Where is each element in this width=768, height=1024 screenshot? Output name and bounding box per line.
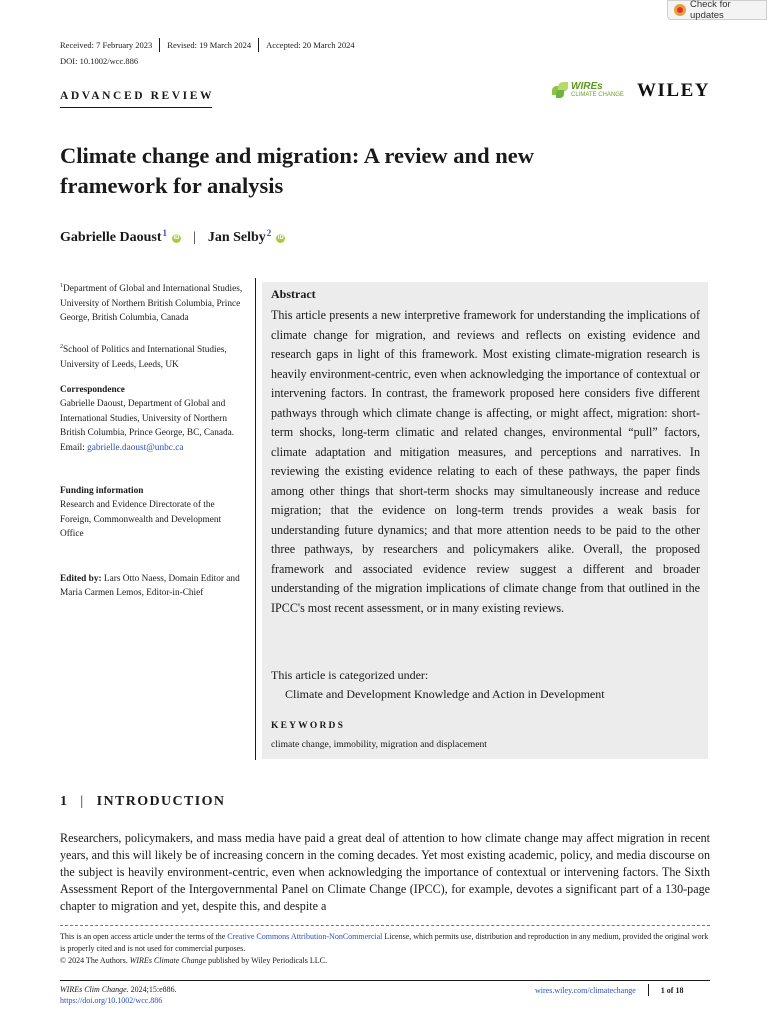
footer-right bbox=[535, 984, 683, 996]
footer-separator bbox=[648, 984, 649, 996]
funding-text: Research and Evidence Directorate of the Foreign, Commonwealth and Development Office bbox=[60, 500, 222, 540]
copyright-prefix: © 2024 The Authors. bbox=[60, 956, 130, 965]
edited-by bbox=[60, 572, 245, 601]
abstract-heading: Abstract bbox=[271, 287, 316, 301]
license-suffix: License, which permits use, distribution and reproduction in any medium, provided the original work is properly cited and is not used for commercial purposes. bbox=[60, 932, 709, 953]
date-divider bbox=[258, 38, 259, 52]
license-prefix: This is an open access article under the terms of the bbox=[60, 932, 228, 941]
article-section: ADVANCED REVIEW bbox=[60, 90, 215, 102]
affiliation bbox=[60, 279, 245, 325]
footer-doi-link[interactable]: https://doi.org/10.1002/wcc.886 bbox=[60, 996, 163, 1005]
copyright-suffix: published by Wiley Periodicals LLC. bbox=[206, 956, 328, 965]
copyright-journal: WIREs Climate Change bbox=[129, 956, 207, 965]
edited-by-label: Edited by: bbox=[60, 574, 104, 584]
intro-paragraph: Researchers, policymakers, and mass media have paid a great deal of attention to how climate change may affect migration in recent years, and this will likely be of increasing concern in the coming decades. Yet most existing academic, policy, and media discourse on the subject is heavily environment-centric, even when acknowledging the importance of contextual or intervening factors. The Sixth Assessment Report of the Intergovernmental Panel on Climate Change (IPCC), for example, devotes a significant part of a 130-page chapter to migration and yet, despite this, and despite a bbox=[60, 831, 710, 913]
affiliation-marker[interactable]: 1 bbox=[162, 228, 167, 238]
affiliation bbox=[60, 340, 245, 372]
funding-heading: Funding information bbox=[60, 486, 144, 496]
journal-site-link[interactable]: wires.wiley.com/climatechange bbox=[535, 985, 636, 995]
page-number: 1 of 18 bbox=[660, 985, 684, 995]
leaf-icon bbox=[550, 81, 569, 99]
wires-logo-subtitle: CLIMATE CHANGE bbox=[571, 92, 624, 98]
received-date: Received: 7 February 2023 bbox=[60, 40, 153, 50]
footer-journal: WIREs Clim Change. bbox=[60, 985, 129, 994]
correspondence-text: Gabrielle Daoust, Department of Global and International Studies, University of Northern British Columbia, Prince George, BC, Canada. bbox=[60, 399, 235, 439]
email-label: Email: bbox=[60, 442, 88, 453]
section-heading bbox=[60, 794, 225, 810]
edited-by-text: Lars Otto Naess, Domain Editor and Maria Carmen Lemos, Editor-in-Chief bbox=[60, 574, 240, 599]
affiliation-marker[interactable]: 2 bbox=[266, 228, 272, 238]
doi: DOI: 10.1002/wcc.886 bbox=[60, 56, 139, 66]
footer-citation bbox=[60, 984, 177, 1006]
section-separator: | bbox=[80, 794, 85, 809]
author-name[interactable]: Gabrielle Daoust bbox=[60, 230, 162, 245]
date-divider bbox=[159, 38, 160, 52]
crossmark-icon bbox=[674, 4, 686, 16]
publisher-logo: WILEY bbox=[637, 80, 710, 101]
affiliation-number: 1 bbox=[60, 283, 63, 289]
article-title bbox=[60, 141, 660, 201]
article-dates bbox=[60, 38, 355, 52]
categorized-heading: This article is categorized under: bbox=[271, 668, 429, 682]
affiliation-text: Department of Global and International Studies, University of Northern British Columbia, Prince George, British Columbia, Canada bbox=[60, 284, 243, 323]
category-link[interactable]: Climate and Development Knowledge and Action in Development bbox=[285, 687, 605, 701]
keywords-heading: KEYWORDS bbox=[271, 721, 346, 731]
revised-date: Revised: 19 March 2024 bbox=[167, 40, 252, 50]
accepted-date: Accepted: 20 March 2024 bbox=[266, 40, 355, 50]
section-number: 1 bbox=[60, 794, 69, 809]
footer-divider bbox=[60, 980, 710, 981]
license-note bbox=[60, 931, 710, 967]
wires-logo bbox=[550, 79, 629, 101]
footer-citation-text: 2024;15:e886. bbox=[128, 985, 177, 994]
funding-information bbox=[60, 484, 245, 542]
section-title: INTRODUCTION bbox=[96, 794, 226, 809]
license-link[interactable]: Creative Commons Attribution-NonCommercial bbox=[227, 932, 383, 941]
section-underline bbox=[60, 107, 212, 108]
author-name[interactable]: Jan Selby bbox=[207, 230, 266, 245]
correspondence bbox=[60, 383, 245, 455]
footnote-divider bbox=[60, 925, 710, 926]
orcid-icon[interactable]: iD bbox=[277, 234, 284, 241]
keywords-text: climate change, immobility, migration and displacement bbox=[271, 739, 487, 750]
affiliation-number: 2 bbox=[60, 344, 63, 350]
abstract-text: This article presents a new interpretive framework for understanding the implications of climate change for migration, and reviews and reflects on existing evidence and research gaps in light of this framework. Most existing climate-migration research is heavily environment-centric, even when acknowledging the importance of contextual or intervening factors. In contrast, the framework proposed here considers five different pathways through which climate change is affecting, or might affect, migration: short-term shocks, long-term climatic and related changes, environmental “pull” factors, climate adaptation and mitigation measures, and perceptions and narratives. In reviewing the existing evidence relating to each of these pathways, the paper finds among other things that short-term shocks may simultaneously increase and reduce migration; that the evidence on long-term trends provides a weak basis for understanding future dynamics; and that more attention needs to be paid to the other three pathways, by researchers and policymakers alike. Overall, the proposed framework and associated evidence review suggest a different and broader understanding of the migration implications of climate change from that outlined in the IPCC's most recent assessment, or in many existing reviews. bbox=[271, 308, 700, 615]
email-link[interactable]: gabrielle.daoust@unbc.ca bbox=[87, 442, 184, 453]
check-for-updates-button[interactable] bbox=[667, 0, 767, 20]
author-separator: | bbox=[193, 230, 196, 245]
author-list bbox=[60, 230, 285, 246]
affiliation-text: School of Politics and International Studies, University of Leeds, Leeds, UK bbox=[60, 345, 227, 370]
check-for-updates-label: Check for updates bbox=[690, 0, 731, 21]
correspondence-heading: Correspondence bbox=[60, 385, 125, 395]
title-line: framework for analysis bbox=[60, 173, 284, 198]
orcid-icon[interactable]: iD bbox=[173, 234, 180, 241]
title-line: Climate change and migration: A review and new bbox=[60, 143, 534, 168]
wires-logo-name: WIREs bbox=[571, 81, 603, 92]
column-divider bbox=[255, 278, 256, 760]
